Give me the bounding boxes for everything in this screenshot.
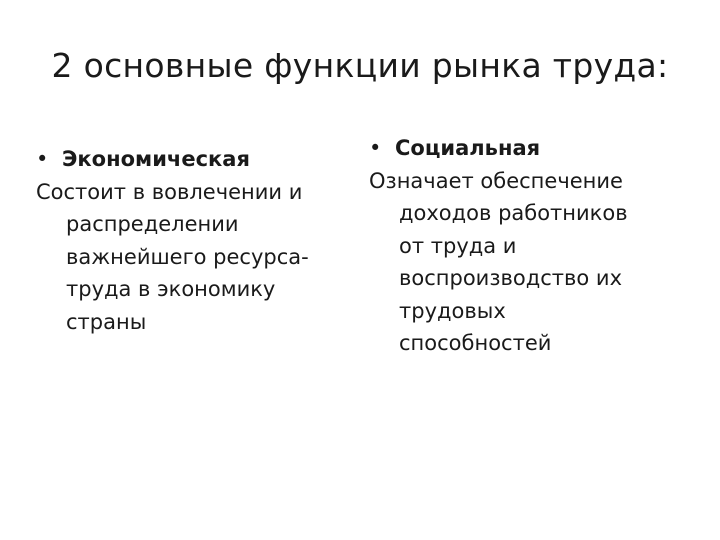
- economic-description-line: труда в экономику: [66, 277, 276, 301]
- economic-function-column: [36, 143, 356, 338]
- economic-function-bullet: [36, 143, 356, 176]
- bullet-icon: •: [369, 136, 382, 160]
- social-description-line: воспроизводство их: [399, 266, 622, 290]
- social-description-line: от труда и: [399, 233, 517, 258]
- slide-title: 2 основные функции рынка труда:: [51, 46, 669, 85]
- social-description-line: Означает обеспечение: [369, 168, 623, 193]
- social-description-line: доходов работников: [399, 201, 628, 225]
- social-description-line: трудовых: [399, 298, 506, 323]
- economic-description-line: страны: [66, 309, 147, 334]
- economic-description-line: важнейшего ресурса-: [66, 244, 309, 269]
- economic-function-heading: Экономическая: [62, 147, 250, 171]
- social-function-bullet: [369, 132, 699, 165]
- social-function-heading: Социальная: [395, 136, 541, 160]
- social-description-line: способностей: [399, 331, 552, 355]
- economic-description-line: распределении: [66, 212, 239, 236]
- social-function-column: [369, 132, 699, 360]
- bullet-icon: •: [36, 147, 49, 171]
- economic-description-line: Состоит в вовлечении и: [36, 179, 303, 204]
